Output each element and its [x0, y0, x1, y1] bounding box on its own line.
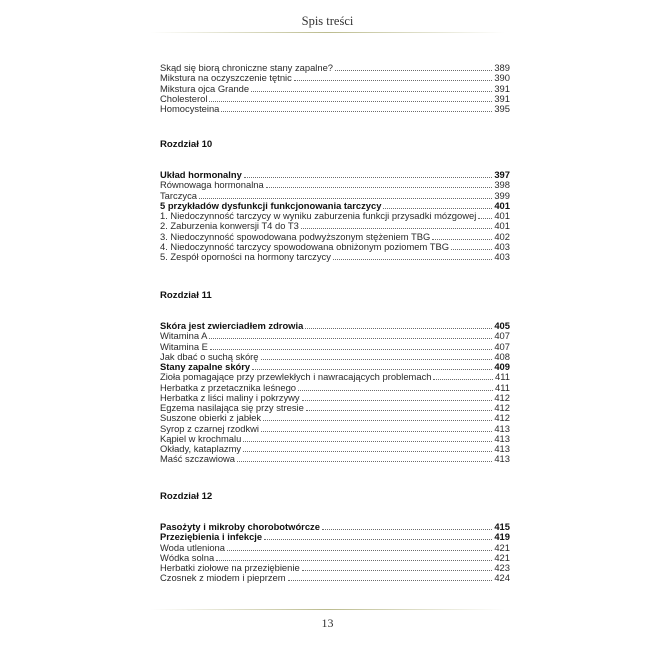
toc-entry-title: Maść szczawiowa	[160, 453, 236, 465]
chapter-heading-12: Rozdział 12	[160, 491, 213, 502]
toc-dot-leader	[244, 176, 493, 178]
toc-entry-page-number: 413	[494, 443, 510, 454]
toc-entry-page-number: 401	[494, 210, 510, 221]
page-number: 13	[321, 616, 334, 630]
toc-entry-title: Mikstura na oczyszczenie tętnic	[160, 72, 292, 84]
toc-entry-page-number: 401	[494, 220, 510, 232]
toc-entry-title: Syrop z czarnej rzodkwi	[160, 422, 259, 434]
toc-entry-title: Skóra jest zwierciadłem zdrowia	[160, 320, 304, 331]
toc-entry-page-number: 390	[494, 72, 510, 84]
toc-entry	[160, 573, 510, 583]
toc-dot-leader	[263, 419, 492, 421]
toc-entry-title: 1. Niedoczynność tarczycy w wyniku zaburzenia funkcji przysadki mózgowej	[160, 210, 477, 221]
toc-entry-title: Homocysteina	[160, 103, 220, 114]
toc-entry-title: Mikstura ojca Grande	[160, 82, 250, 94]
toc-entry-title: Egzema nasilająca się przy stresie	[160, 402, 304, 413]
footer-rule	[150, 609, 505, 610]
toc-entry-page-number: 421	[494, 551, 510, 563]
toc-entry-page-number: 413	[494, 453, 510, 465]
toc-entry-title: Suszone obierki z jabłek	[160, 412, 262, 424]
toc-dot-leader	[261, 358, 493, 360]
toc-dot-leader	[252, 368, 492, 370]
toc-entry-page-number: 395	[494, 103, 510, 114]
toc-entry-page-number: 402	[494, 230, 510, 242]
toc-dot-leader	[227, 549, 492, 551]
toc-entry-page-number: 391	[494, 82, 510, 94]
toc-entry-page-number: 391	[494, 92, 510, 104]
toc-dot-leader	[243, 450, 492, 452]
toc-entry-page-number: 403	[494, 251, 510, 262]
toc-dot-leader	[322, 528, 492, 530]
toc-entry-title: Skąd się biorą chroniczne stany zapalne?	[160, 62, 334, 73]
toc-entry-page-number: 407	[494, 340, 510, 352]
toc-section-continued	[160, 63, 510, 114]
toc-entry-page-number: 412	[494, 402, 510, 413]
toc-dot-leader	[433, 378, 493, 380]
toc-entry-title: Witamina A	[160, 330, 208, 342]
toc-entry-page-number: 412	[494, 412, 510, 424]
toc-entry-title: 4. Niedoczynność tarczycy spowodowana obniżonym poziomem TBG	[160, 240, 450, 252]
toc-dot-leader	[221, 110, 492, 112]
toc-entry-title: Herbatki ziołowe na przeziębienie	[160, 562, 300, 573]
toc-entry-title: Przeziębienia i infekcje	[160, 531, 263, 543]
toc-entry	[160, 84, 510, 94]
toc-entry-title: Wódka solna	[160, 551, 215, 563]
toc-entry-title: Herbatka z liści maliny i pokrzywy	[160, 391, 300, 403]
toc-dot-leader	[209, 337, 492, 339]
toc-entry-title: Jak dbać o suchą skórę	[160, 350, 259, 362]
toc-entry-title: Równowaga hormonalna	[160, 179, 264, 191]
toc-entry	[160, 454, 510, 464]
toc-entry	[160, 73, 510, 83]
toc-dot-leader	[451, 248, 492, 250]
toc-dot-leader	[301, 227, 493, 229]
chapter-heading-10: Rozdział 10	[160, 139, 213, 150]
toc-entry-page-number: 413	[494, 422, 510, 434]
toc-entry-page-number: 399	[494, 189, 510, 201]
toc-entry-page-number: 413	[494, 432, 510, 444]
toc-dot-leader	[237, 460, 492, 462]
toc-entry-page-number: 424	[494, 572, 510, 584]
toc-entry	[160, 321, 510, 331]
toc-entry-title: 5 przykładów dysfunkcji funkcjonowania tarczycy	[160, 199, 382, 211]
toc-entry-page-number: 411	[495, 371, 510, 383]
toc-entry-page-number: 411	[495, 381, 510, 393]
toc-entry-page-number: 423	[494, 562, 510, 573]
toc-entry-title: Kąpiel w krochmalu	[160, 432, 242, 444]
toc-dot-leader	[306, 409, 493, 411]
toc-entry-page-number: 419	[494, 531, 510, 543]
toc-entry-page-number: 398	[494, 179, 510, 191]
toc-entry-title: Woda utleniona	[160, 541, 225, 553]
toc-dot-leader	[302, 399, 493, 401]
toc-entry-title: Stany zapalne skóry	[160, 361, 251, 372]
toc-section-chapter-10	[160, 170, 510, 262]
toc-entry-page-number: 408	[494, 350, 510, 362]
toc-entry	[160, 331, 510, 341]
toc-entry-title: 3. Niedoczynność spowodowana podwyższonym stężeniem TBG	[160, 230, 431, 242]
toc-dot-leader	[264, 538, 492, 540]
toc-entry-title: Okłady, kataplazmy	[160, 443, 242, 454]
toc-entry	[160, 372, 510, 382]
toc-entry-page-number: 412	[494, 391, 510, 403]
toc-section-chapter-12	[160, 522, 510, 584]
toc-entry	[160, 180, 510, 190]
toc-dot-leader	[302, 569, 493, 571]
toc-entry	[160, 413, 510, 423]
toc-dot-leader	[251, 90, 492, 92]
toc-dot-leader	[294, 79, 493, 81]
toc-dot-leader	[243, 440, 492, 442]
toc-section-chapter-11	[160, 321, 510, 465]
toc-entry-title: 5. Zespół oporności na hormony tarczycy	[160, 251, 331, 262]
toc-dot-leader	[209, 100, 492, 102]
toc-dot-leader	[199, 197, 492, 199]
toc-entry-page-number: 415	[494, 521, 510, 532]
toc-entry	[160, 104, 510, 114]
toc-dot-leader	[432, 238, 492, 240]
toc-dot-leader	[383, 207, 492, 209]
toc-dot-leader	[335, 69, 492, 71]
toc-dot-leader	[305, 327, 492, 329]
toc-entry-title: Herbatka z przetacznika leśnego	[160, 381, 297, 393]
toc-entry	[160, 221, 510, 231]
toc-entry-page-number: 397	[494, 169, 510, 180]
toc-entry-title: Zioła pomagające przy przewlekłych i nawracających problemach	[160, 371, 432, 383]
toc-entry-title: Czosnek z miodem i pieprzem	[160, 572, 286, 584]
toc-entry	[160, 532, 510, 542]
toc-entry-title: Pasożyty i mikroby chorobotwórcze	[160, 521, 320, 532]
toc-entry-page-number: 405	[494, 320, 510, 331]
toc-entry-title: 2. Zaburzenia konwersji T4 do T3	[160, 220, 299, 232]
toc-dot-leader	[288, 579, 493, 581]
toc-dot-leader	[298, 389, 493, 391]
toc-entry-page-number: 407	[494, 330, 510, 342]
header-rule	[150, 32, 505, 33]
toc-dot-leader	[216, 559, 492, 561]
toc-entry-title: Układ hormonalny	[160, 169, 242, 180]
toc-entry-page-number: 401	[494, 199, 510, 211]
toc-dot-leader	[261, 430, 492, 432]
toc-dot-leader	[210, 348, 492, 350]
toc-entry-page-number: 409	[494, 361, 510, 372]
toc-dot-leader	[266, 186, 493, 188]
toc-entry-page-number: 421	[494, 541, 510, 553]
toc-dot-leader	[333, 258, 492, 260]
toc-entry	[160, 252, 510, 262]
running-header-title: Spis treści	[301, 14, 354, 28]
chapter-heading-11: Rozdział 11	[160, 290, 212, 301]
toc-entry-page-number: 403	[494, 240, 510, 252]
toc-dot-leader	[478, 217, 492, 219]
toc-entry-title: Tarczyca	[160, 189, 197, 201]
toc-entry-title: Witamina E	[160, 340, 208, 352]
toc-entry-title: Cholesterol	[160, 92, 208, 104]
toc-entry-page-number: 389	[494, 62, 510, 73]
